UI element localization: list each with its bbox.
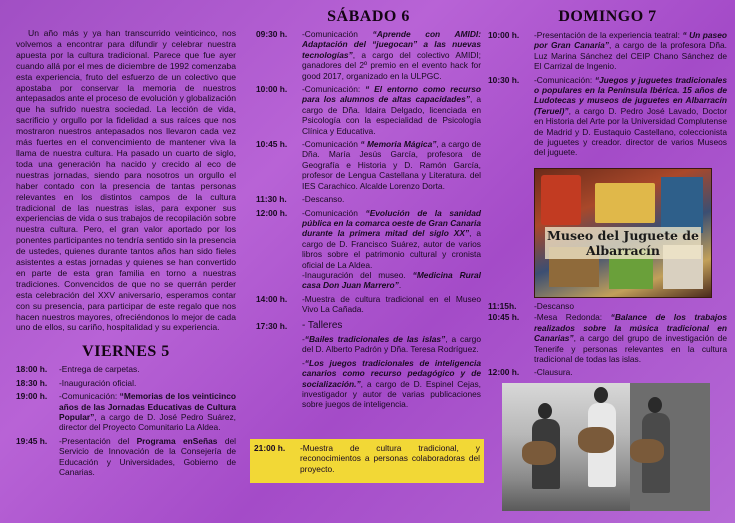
taller-item xyxy=(256,358,481,410)
event-desc: -Clausura. xyxy=(534,367,573,378)
event-desc: -Mesa Redonda: “Balance de los trabajos realizados sobre la música tradicional en Canarias”, a cargo del grupo de investigación de Tenerife y personas relevantes en la cultura tradicional de todas las islas. xyxy=(534,312,728,364)
event-desc: -“Los juegos tradicionales de inteligencia canarios como recurso pedagógico y de socialización.”, a cargo de D. Espinel Cejas, investigador y autor de varias publicaciones sobre juegos de inteligencia. xyxy=(302,357,481,410)
event-time: 10:00 h. xyxy=(256,84,288,95)
event-item xyxy=(256,294,481,315)
event-time: 10:45 h. xyxy=(256,139,288,150)
event-item xyxy=(488,75,727,158)
event-desc: -Descanso xyxy=(534,300,575,311)
event-item xyxy=(16,378,236,388)
event-time: 12:00 h. xyxy=(256,207,288,218)
heading-viernes: VIERNES 5 xyxy=(82,343,170,361)
heading-domingo: DOMINGO 7 xyxy=(558,8,657,25)
event-desc: -“Bailes tradicionales de las islas”, a cargo del D. Alberto Padrón y Dña. Teresa Rodríguez. xyxy=(302,333,481,355)
talleres-label: - Talleres xyxy=(302,319,343,331)
event-time: 10:30 h. xyxy=(488,74,520,85)
event-item xyxy=(256,194,481,204)
guitar-shape xyxy=(630,439,664,463)
event-desc: -Inauguración oficial. xyxy=(59,377,137,388)
toy-shelf-shape xyxy=(661,177,703,233)
event-item xyxy=(488,30,727,72)
event-time: 14:00 h. xyxy=(256,293,288,304)
event-time: 10:00 h. xyxy=(488,30,520,40)
guitar-shape xyxy=(522,441,556,465)
guitar-shape xyxy=(578,427,614,453)
event-time: 18:30 h. xyxy=(16,377,48,388)
intro-paragraph: Un año más y ya han transcurrido veinticinco, nos volvemos a encontrar para difundir y celebrar nuestra apuesta por la cultura tradicional. Parece que fue ayer cuando allá por el mes de diciembre de 1992 comenzaba esta experiencia, fruto del esfuerzo de un colectivo que apostaba por conservar la memoria de nuestros antepasados ante el proceso de evolución y globalización que ha sufrido nuestra sociedad. La lección de vida, sacrificio y orgullo por la fidelidad a sus raíces que nos mostraron nuestros antepasados nos llevaron cada vez más fuertes en el convencimiento de mantener viva la llama de nuestra cultura. Ha pasado un cuarto de siglo, toda una generación ha nacido y crecido al eco de nuestras jornadas, siendo para nosotros un orgullo el haber contado con la presencia de tantas personas relevantes en los distintos campos de la cultura tradicional de las nuestras islas, para exponer sus experiencias de vida o sus trabajos de recopilación sobre nuestra cultura. Pero, el gran valor aportado por los ponentes participantes no tendría sentido sin la presencia de ustedes, quienes durante tantos años han sido fieles asistentes a estas jornadas y quienes se han convertido en parte de esta gran familia en torno a nuestras tradiciones. Convencidos de que no se querrán perder esta celebración del XXV aniversario, esperamos contar con su presencia, para participar de este regalo que nos hacen nuestros mayores, ofreciéndonos lo mejor de cada uno de ellos, su cariño, hospitalidad y su experiencia. xyxy=(16,28,236,333)
event-desc: -Descanso. xyxy=(302,194,345,205)
person-head xyxy=(538,403,552,419)
column-left xyxy=(0,0,248,523)
event-time: 11:15h. xyxy=(488,300,517,311)
event-item xyxy=(256,29,481,81)
event-desc: -Comunicación “Aprende con AMIDI: Adaptación del “juegocan” a las nuevas tecnologías”, a cargo del colectivo AMIDI; ganadores del 2º premio en el evento hack for good 2017, organizado en la ULPGC. xyxy=(302,29,482,81)
highlight-box xyxy=(250,439,484,483)
heading-sabado: SÁBADO 6 xyxy=(327,8,410,25)
event-time: 12:00 h. xyxy=(488,367,520,378)
event-desc: -Presentación del Programa enSeñas del Servicio de Innovación de la Consejería de Educación y Universidades, Gobierno de Canarias. xyxy=(59,435,236,478)
viernes-events xyxy=(16,364,236,477)
taller-item xyxy=(256,334,481,355)
event-item xyxy=(256,139,481,191)
person-head xyxy=(594,387,608,403)
event-desc: -Comunicación “ Memoria Mágica”, a cargo de Dña. María Jesús García, profesora de Geografía e Historia y D. Ramón García, profesor de Lengua Castellana y Literatura. del IES Carachico. Alcalde Lorenzo Dorta. xyxy=(302,139,482,191)
event-item-talleres xyxy=(256,321,481,331)
event-time: 18:00 h. xyxy=(16,364,48,375)
event-item xyxy=(488,367,727,377)
toy-truck-shape xyxy=(541,175,581,225)
event-time: 19:45 h. xyxy=(16,435,48,446)
event-desc: -Muestra de cultura tradicional en el Museo Vivo La Cañada. xyxy=(302,293,481,315)
museum-image xyxy=(534,168,712,298)
toy-box-shape xyxy=(595,183,655,223)
event-time: 11:30 h. xyxy=(256,194,287,205)
musicians-photo xyxy=(502,383,710,511)
event-item xyxy=(16,391,236,433)
event-time: 19:00 h. xyxy=(16,391,48,402)
event-item xyxy=(254,443,480,474)
event-time: 21:00 h. xyxy=(254,443,286,453)
event-desc: -Muestra de cultura tradicional, y reconocimientos a personas colaboradoras del proyecto. xyxy=(300,443,480,474)
event-item xyxy=(16,364,236,374)
event-item xyxy=(256,208,481,291)
event-desc: -Comunicación: “ El entorno como recurso para los alumnos de altas capacidades”, a cargo de Dña. Idaira Delgado, licenciada en Psicología con la especialidad de Psicología Clínica y Educativa. xyxy=(302,84,482,136)
event-desc: -Comunicación “Evolución de la sanidad pública en la comarca oeste de Gran Canaria durante la primera mitad del siglo XX”, a cargo de D. Francisco Suárez, autor de varios libros sobre el patrimonio cultural y cronista oficial de La Aldea. -Inauguración del museo. “Medicina Rural casa Don Juan Marrero”. xyxy=(302,207,482,291)
event-item xyxy=(256,84,481,136)
event-desc: -Comunicación: “Memorias de los veinticinco años de las Jornadas Educativas de Cultura Popular”, a cargo de D. José Pedro Suárez, director del Proyecto Comunitario La Aldea. xyxy=(59,391,237,433)
event-item xyxy=(488,312,727,364)
event-desc: -Comunicación: “Juegos y juguetes tradicionales o populares en la Península Ibérica. 15 años de Ludotecas y museos de juguetes en Albarracín (Teruel)”, a cargo D. Pedro José Lavado, Doctor en Historia del Arte por la Universidad Complutense de Madrid y D. Eustaquio Castellano, coleccionista de juguetes y creador. director de varios Museos del juguete. xyxy=(534,74,728,158)
event-item xyxy=(16,436,236,478)
event-item xyxy=(488,301,727,311)
event-time: 09:30 h. xyxy=(256,29,288,39)
event-desc: -Presentación de la experiencia teatral: “ Un paseo por Gran Canaria”, a cargo de la profesora Dña. Luz Marina Sánchez del CEIP Chano Sánchez de El Carrizal de Ingenio. xyxy=(534,30,727,72)
museum-label: Museo del Juguete de Albarracín xyxy=(545,227,701,259)
event-time: 17:30 h. xyxy=(256,320,288,331)
person-head xyxy=(648,397,662,413)
event-time: 10:45 h. xyxy=(488,312,520,323)
event-desc: -Entrega de carpetas. xyxy=(59,364,140,375)
